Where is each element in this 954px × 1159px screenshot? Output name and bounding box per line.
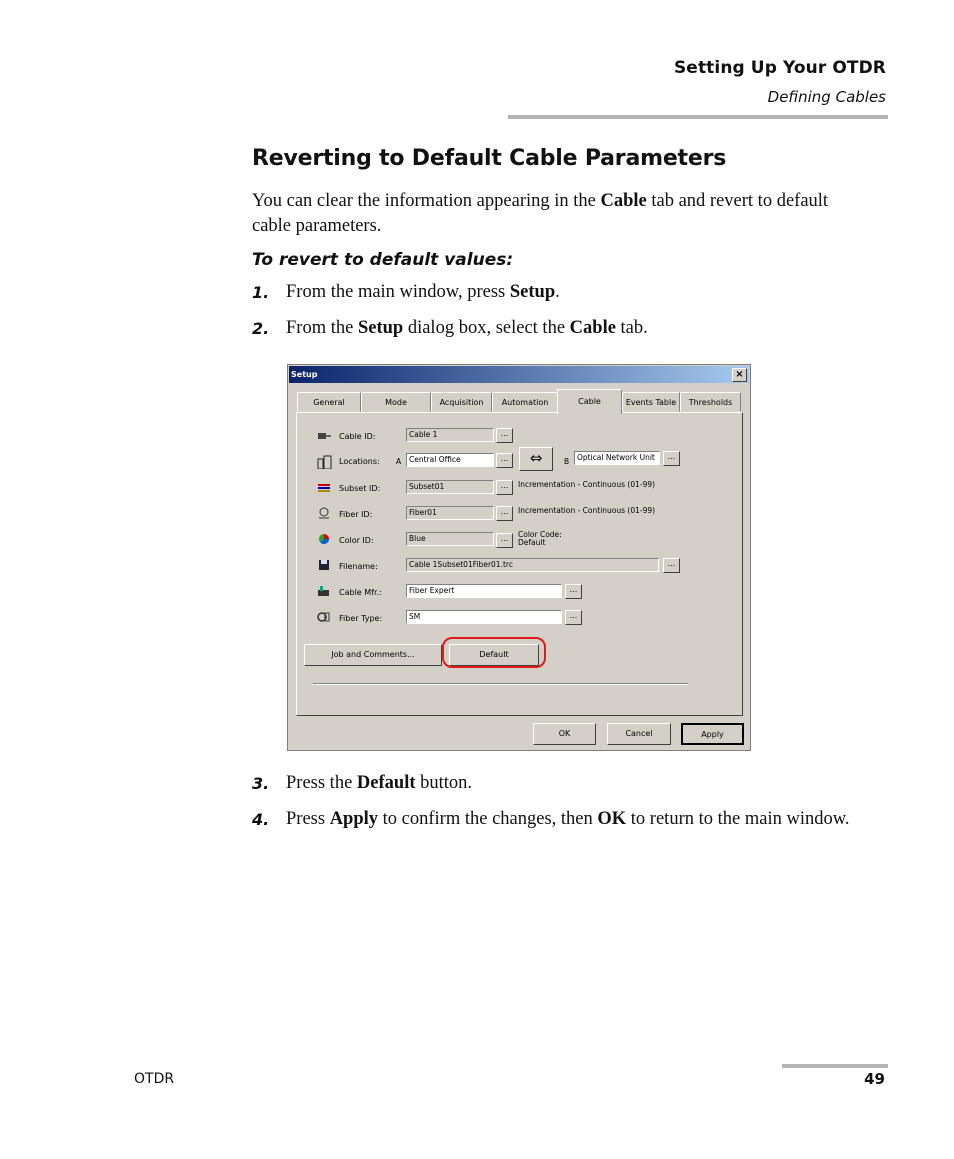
fiber-type-label: Fiber Type: xyxy=(339,614,383,623)
cable-id-field[interactable]: Cable 1 xyxy=(406,428,494,442)
color-id-browse-button[interactable]: ... xyxy=(496,533,513,548)
ok-button[interactable]: OK xyxy=(533,723,596,745)
step-plain-text: dialog box, select the xyxy=(403,318,570,338)
location-b-field[interactable]: Optical Network Unit xyxy=(574,451,660,465)
filename-label: Filename: xyxy=(339,562,378,571)
color-id-label: Color ID: xyxy=(339,536,374,545)
step-bold-text: OK xyxy=(597,809,627,829)
intro-paragraph: You can clear the information appearing in the Cable tab and revert to default cable parameters. xyxy=(252,191,829,236)
cable-mfr-browse-button[interactable]: ... xyxy=(565,584,582,599)
footer-product: OTDR xyxy=(134,1071,175,1087)
setup-dialog xyxy=(287,364,751,751)
step-plain-text: to return to the main window. xyxy=(626,809,850,829)
tab-acquisition[interactable]: Acquisition xyxy=(431,392,492,412)
color-code-value: Default xyxy=(518,538,546,547)
tab-mode[interactable]: Mode xyxy=(361,392,431,412)
running-header-title: Setting Up Your OTDR xyxy=(673,58,886,78)
dialog-titlebar xyxy=(289,366,749,383)
footer-rule xyxy=(782,1064,888,1068)
location-b-browse-button[interactable]: ... xyxy=(663,451,680,466)
location-a-browse-button[interactable]: ... xyxy=(496,453,513,468)
running-header-subtitle: Defining Cables xyxy=(767,88,886,106)
step-text xyxy=(286,280,862,305)
default-button[interactable]: Default xyxy=(449,644,539,666)
step-number: 4. xyxy=(252,810,270,829)
filename-field[interactable]: Cable 1Subset01Fiber01.trc xyxy=(406,558,659,572)
step-plain-text: Press the xyxy=(286,773,357,793)
cable-tab-panel xyxy=(296,412,743,716)
fiber-type-browse-button[interactable]: ... xyxy=(565,610,582,625)
fiber-incrementation-note: Incrementation - Continuous (01-99) xyxy=(518,506,656,515)
cable-mfr-label: Cable Mfr.: xyxy=(339,588,382,597)
step-plain-text: . xyxy=(555,282,560,302)
color-code-label: Color Code: xyxy=(518,530,562,539)
step-1 xyxy=(252,280,862,305)
locations-label: Locations: xyxy=(339,457,380,466)
subset-id-label: Subset ID: xyxy=(339,484,381,493)
step-number: 2. xyxy=(252,319,270,338)
cable-mfr-icon xyxy=(317,585,331,597)
fiber-id-field[interactable]: Fiber01 xyxy=(406,506,494,520)
step-bold-text: Setup xyxy=(357,318,404,338)
job-and-comments-button[interactable]: Job and Comments... xyxy=(304,644,442,666)
subset-incrementation-note: Incrementation - Continuous (01-99) xyxy=(518,480,656,489)
save-icon xyxy=(317,559,331,571)
tab-events-table[interactable]: Events Table xyxy=(622,392,680,412)
step-text xyxy=(286,771,862,796)
tab-automation[interactable]: Automation xyxy=(492,392,558,412)
location-a-prefix: A xyxy=(396,457,402,466)
cable-id-browse-button[interactable]: ... xyxy=(496,428,513,443)
tab-thresholds[interactable]: Thresholds xyxy=(680,392,741,412)
step-2 xyxy=(252,316,862,341)
step-4 xyxy=(252,807,862,832)
panel-separator xyxy=(313,683,688,685)
step-bold-text: Setup xyxy=(509,282,556,302)
fiber-id-browse-button[interactable]: ... xyxy=(496,506,513,521)
step-plain-text: Press xyxy=(286,809,330,829)
tab-cable[interactable]: Cable xyxy=(557,389,622,414)
color-icon xyxy=(317,533,331,545)
locations-icon xyxy=(317,455,331,467)
step-3 xyxy=(252,771,862,796)
swap-locations-icon[interactable]: ⇔ xyxy=(519,447,553,471)
apply-button[interactable]: Apply xyxy=(681,723,744,745)
location-b-prefix: B xyxy=(564,457,570,466)
procedure-title: To revert to default values: xyxy=(252,250,514,270)
step-bold-text: Default xyxy=(356,773,416,793)
cable-id-label: Cable ID: xyxy=(339,432,376,441)
step-bold-text: Apply xyxy=(329,809,379,829)
step-plain-text: From the xyxy=(286,318,358,338)
color-id-field[interactable]: Blue xyxy=(406,532,494,546)
cancel-button[interactable]: Cancel xyxy=(607,723,671,745)
subset-id-browse-button[interactable]: ... xyxy=(496,480,513,495)
cable-mfr-field[interactable]: Fiber Expert xyxy=(406,584,562,598)
step-number: 1. xyxy=(252,283,270,302)
page-number: 49 xyxy=(864,1070,885,1088)
step-plain-text: to confirm the changes, then xyxy=(378,809,598,829)
subset-icon xyxy=(317,482,331,494)
cable-icon xyxy=(317,430,331,442)
fiber-id-label: Fiber ID: xyxy=(339,510,373,519)
step-number: 3. xyxy=(252,774,270,793)
fiber-type-field[interactable]: SM xyxy=(406,610,562,624)
fiber-type-icon xyxy=(317,611,331,623)
step-plain-text: tab. xyxy=(615,318,648,338)
step-plain-text: From the main window, press xyxy=(286,282,510,302)
dialog-title: Setup xyxy=(291,370,318,379)
subset-id-field[interactable]: Subset01 xyxy=(406,480,494,494)
default-button-highlight xyxy=(442,637,546,668)
step-text xyxy=(286,807,862,832)
filename-browse-button[interactable]: ... xyxy=(663,558,680,573)
step-text xyxy=(286,316,862,341)
step-bold-text: Cable xyxy=(569,318,616,338)
location-a-field[interactable]: Central Office xyxy=(406,453,494,467)
step-plain-text: button. xyxy=(415,773,473,793)
header-rule xyxy=(508,115,888,119)
fiber-icon xyxy=(317,507,331,519)
section-heading: Reverting to Default Cable Parameters xyxy=(252,146,727,171)
close-icon[interactable]: × xyxy=(732,368,747,382)
tab-general[interactable]: General xyxy=(297,392,361,412)
